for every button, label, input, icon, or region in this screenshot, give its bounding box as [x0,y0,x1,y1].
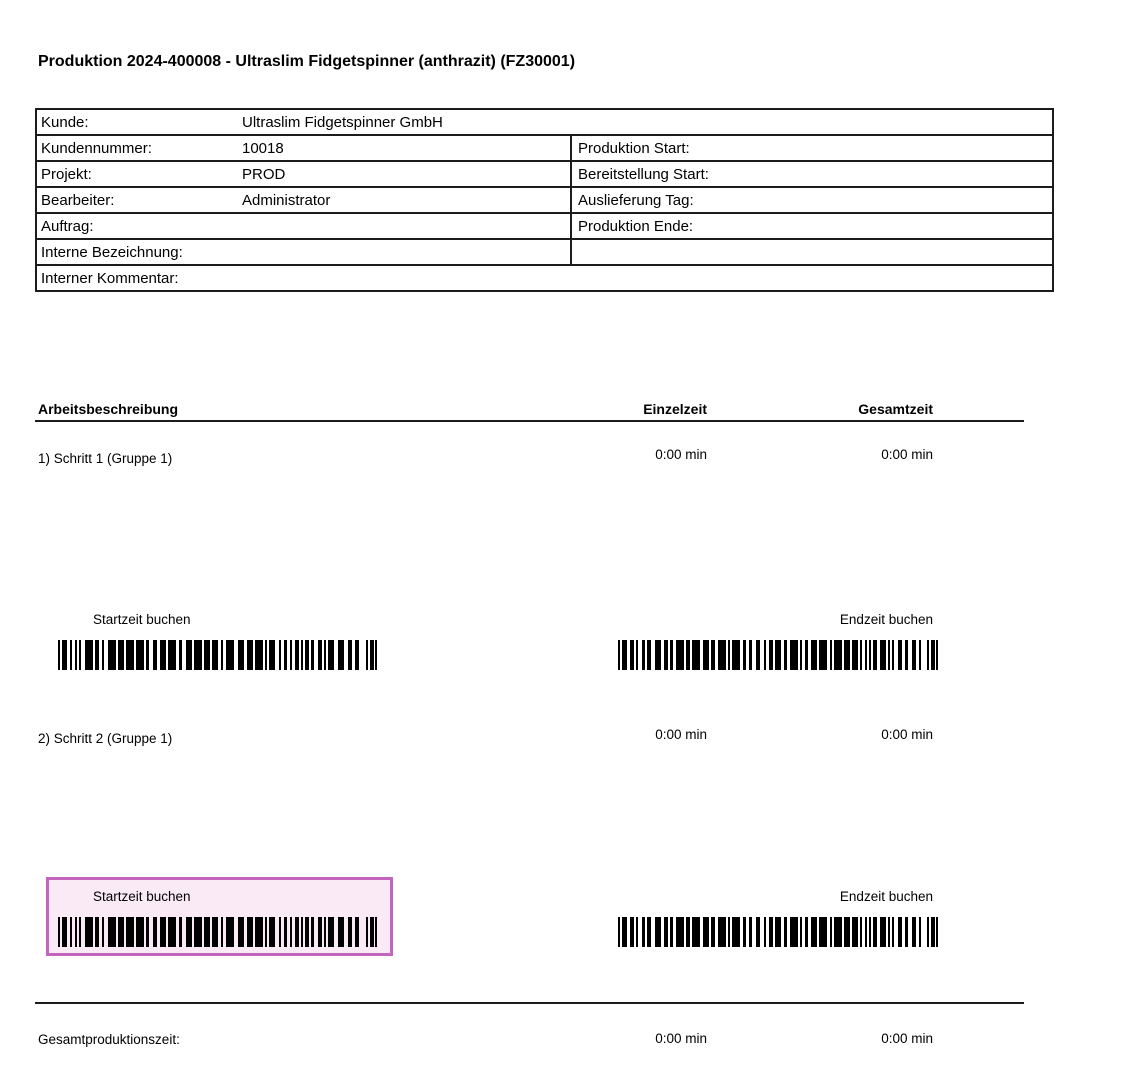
auftrag-label: Auftrag: [41,217,94,235]
info-row-projekt [36,161,1053,187]
total-gesamtzeit: 0:00 min [881,1031,933,1046]
startzeit-barcode-2-icon [58,917,377,947]
projekt-value: PROD [242,165,286,183]
produktion-ende-value [769,213,1053,239]
step-2-gesamtzeit: 0:00 min [881,727,933,742]
endzeit-barcode-1-icon [618,640,938,670]
step-1-einzelzeit: 0:00 min [655,447,707,462]
info-row-interne-bezeichnung [36,239,1053,265]
info-row-kunde [36,109,1053,135]
header-divider-line [35,420,1024,422]
footer-divider-line [35,1002,1024,1004]
endzeit-barcode-2-icon [618,917,938,947]
info-row-bearbeiter [36,187,1053,213]
column-header-einzelzeit: Einzelzeit [643,401,707,417]
produktion-start-value [769,135,1053,161]
step-1-gesamtzeit: 0:00 min [881,447,933,462]
interne-bezeichnung-value2 [571,239,1053,265]
startzeit-buchen-label-1: Startzeit buchen [93,612,191,627]
step-2-name: 2) Schritt 2 (Gruppe 1) [38,731,173,746]
kunde-label: Kunde: [41,113,89,131]
production-info-table [35,108,1054,292]
bearbeiter-label: Bearbeiter: [41,191,115,209]
kunde-value: Ultraslim Fidgetspinner GmbH [242,113,443,131]
startzeit-buchen-label-2: Startzeit buchen [93,889,191,904]
auslieferung-tag-label: Auslieferung Tag: [571,187,769,213]
produktion-start-label: Produktion Start: [571,135,769,161]
projekt-label: Projekt: [41,165,92,183]
total-einzelzeit: 0:00 min [655,1031,707,1046]
startzeit-buchen-block-2[interactable] [46,877,393,956]
produktion-ende-label: Produktion Ende: [571,213,769,239]
endzeit-buchen-label-2: Endzeit buchen [839,889,933,904]
interner-kommentar-label: Interner Kommentar: [41,269,179,287]
info-row-kundennummer [36,135,1053,161]
kundennummer-label: Kundennummer: [41,139,152,157]
column-header-arbeitsbeschreibung: Arbeitsbeschreibung [38,401,179,417]
endzeit-buchen-block-2[interactable] [592,877,941,956]
startzeit-buchen-block-1[interactable] [46,600,393,679]
endzeit-buchen-label-1: Endzeit buchen [839,612,933,627]
column-header-gesamtzeit: Gesamtzeit [858,401,933,417]
interne-bezeichnung-label: Interne Bezeichnung: [41,243,183,261]
step-1-name: 1) Schritt 1 (Gruppe 1) [38,451,173,466]
endzeit-buchen-block-1[interactable] [592,600,941,679]
bereitstellung-start-label: Bereitstellung Start: [571,161,769,187]
page-title: Produktion 2024-400008 - Ultraslim Fidgetspinner (anthrazit) (FZ30001) [38,53,576,70]
auslieferung-tag-value [769,187,1053,213]
info-row-auftrag [36,213,1053,239]
startzeit-barcode-1-icon [58,640,377,670]
step-2-einzelzeit: 0:00 min [655,727,707,742]
bereitstellung-start-value [769,161,1053,187]
auftrag-value [238,213,571,239]
info-row-interner-kommentar [36,265,1053,291]
total-production-time-label: Gesamtproduktionszeit: [38,1032,180,1047]
bearbeiter-value: Administrator [242,191,331,209]
kundennummer-value: 10018 [242,139,284,157]
